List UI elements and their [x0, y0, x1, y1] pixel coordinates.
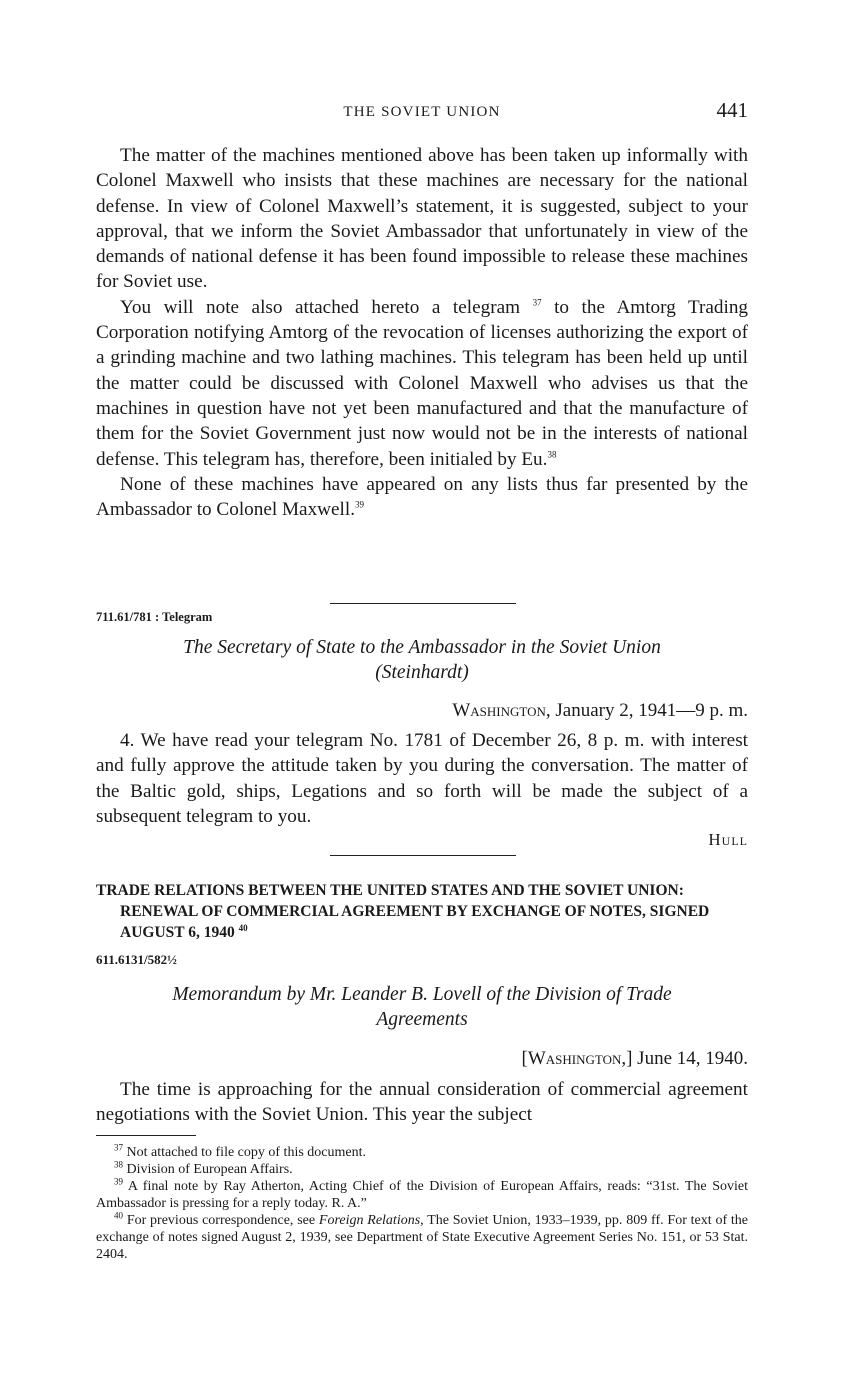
running-head: THE SOVIET UNION [343, 104, 501, 120]
page-header [96, 98, 748, 128]
file-reference: 611.6131/582½ [96, 952, 177, 967]
paragraph: 4. We have read your telegram No. 1781 of December 26, 8 p. m. with interest and fully approve the attitude taken by you during the conversation. The matter of the Baltic gold, ships, Legations and so forth will be made the subject of a subsequent telegram to you. [96, 730, 748, 827]
document-title: Memorandum by Mr. Leander B. Lovell of the Division of Trade Agreements [172, 984, 672, 1030]
footnote-ref: 38 [547, 449, 557, 460]
dateline: Washington, January 2, 1941—9 p. m. [452, 700, 748, 721]
page-number: 441 [716, 98, 748, 122]
memorandum-body [96, 1077, 748, 1128]
footnote: $^{40}$ For previous correspondence, see Foreign Relations, The Soviet Union, 1933–1939, pp. 809 ff. For text of the exchange of notes signed August 2, 1939, see Department of State Executive Agreement Series No. 151, or 53 Stat. 2404. [96, 1210, 749, 1262]
file-reference: 711.61/781 : Telegram [96, 610, 213, 624]
separator-rule [330, 855, 516, 856]
paragraph: You will note also attached hereto a telegram $^{37}$ to the Amtorg Trading Corporation notifying Amtorg of the revocation of licenses authorizing the export of a grinding machine and two lathing machines. This telegram has been held up until the matter could be discussed with Colonel Maxwell who advises us that the machines in question have not yet been manufactured and that the manufacture of them for the Soviet Government just now would not be in the interests of national defense. This telegram has, therefore, been initialed by Eu.$^{38}$ [96, 296, 749, 470]
paragraph: The time is approaching for the annual consideration of commercial agreement negotiations with the Soviet Union. This year the subject [96, 1079, 748, 1126]
continued-memo-text [96, 143, 748, 522]
document-title: The Secretary of State to the Ambassador in the Soviet Union (Steinhardt) [183, 637, 661, 683]
telegram-body [96, 728, 748, 829]
footnote: $^{39}$ A final note by Ray Atherton, Acting Chief of the Division of European Affairs, reads: “31st. The Soviet Ambassador is pressing for a reply today. R. A.” [96, 1176, 748, 1211]
paragraph: The matter of the machines mentioned above has been taken up informally with Colonel Maxwell who insists that these machines are necessary for the national defense. In view of Colonel Maxwell’s statement, it is suggested, subject to your approval, that we inform the Soviet Ambassador that unfortunately in view of the demands of national defense it has been found impossible to release these machines for Soviet use. [96, 145, 748, 293]
footnote-ref: 39 [355, 499, 364, 510]
footnotes [96, 1144, 748, 1263]
footnote-rule [96, 1135, 196, 1136]
section-heading: TRADE RELATIONS BETWEEN THE UNITED STATES AND THE SOVIET UNION: RENEWAL OF COMMERCIAL AGREEMENT BY EXCHANGE OF NOTES, SIGNED AUGUST 6, 1940 $^{40}$ [96, 882, 710, 941]
footnote-ref: 40 [238, 922, 248, 933]
footnote-ref: 37 [532, 297, 542, 308]
signature: Hull [708, 830, 748, 849]
paragraph: None of these machines have appeared on any lists thus far presented by the Ambassador to Colonel Maxwell.$^{39}$ [96, 473, 748, 521]
dateline: [Washington,] June 14, 1940. [521, 1048, 748, 1069]
footnote: $^{37}$ Not attached to file copy of this document. [114, 1142, 366, 1160]
separator-rule [330, 603, 516, 604]
footnote: $^{38}$ Division of European Affairs. [114, 1159, 293, 1177]
